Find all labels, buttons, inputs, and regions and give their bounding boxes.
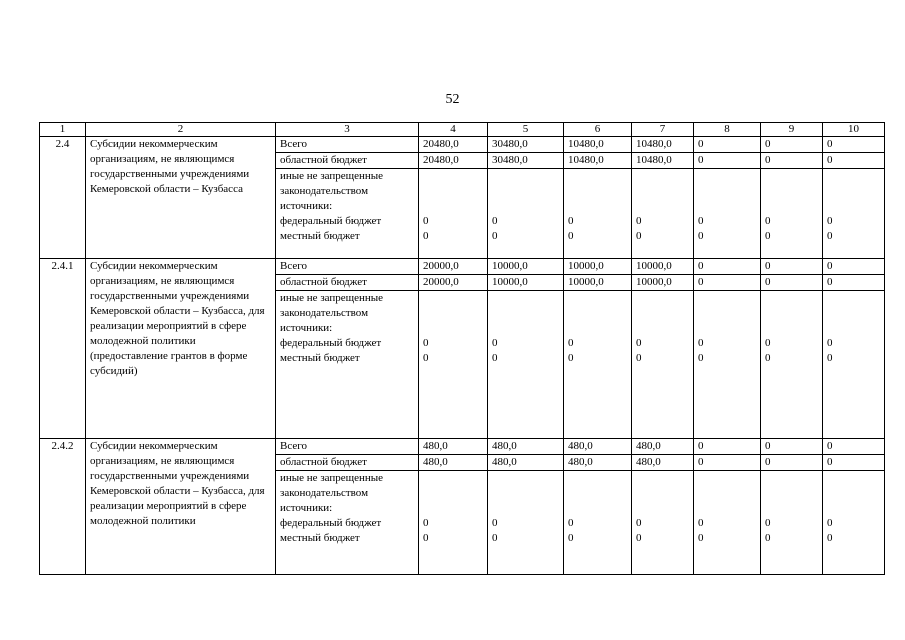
- federal-budget-value: 0: [423, 517, 429, 529]
- value-cell: [564, 169, 632, 259]
- source-label-cell: областной бюджет: [276, 455, 419, 471]
- column-header: 9: [761, 123, 823, 137]
- row-number-cell: 2.4.2: [40, 439, 86, 575]
- value-cell: 0: [694, 455, 761, 471]
- value-cell: 10000,0: [488, 259, 564, 275]
- federal-budget-value: 0: [423, 337, 429, 349]
- value-cell: 480,0: [632, 455, 694, 471]
- local-budget-value: 0: [492, 230, 498, 242]
- value-cell: [761, 169, 823, 259]
- value-cell: 0: [823, 439, 885, 455]
- source-label-cell: Всего: [276, 259, 419, 275]
- value-cell: 10000,0: [632, 259, 694, 275]
- value-cell: 0: [694, 275, 761, 291]
- value-cell: 480,0: [419, 455, 488, 471]
- measure-name-cell: Субсидии некоммерческим организациям, не являющимся государственными учреждениями Кемеровской области – Кузбасса, для реализации мероприятий в сфере молодежной политики (предоставление грантов в форме субсидий): [86, 259, 276, 439]
- value-cell: 10480,0: [564, 137, 632, 153]
- value-cell: 0: [761, 259, 823, 275]
- value-cell: 480,0: [564, 439, 632, 455]
- value-cell: [419, 291, 488, 439]
- other-sources-line: источники:: [280, 502, 333, 514]
- table-row: [40, 259, 885, 275]
- local-budget-value: 0: [765, 532, 771, 544]
- local-budget-value: 0: [698, 532, 704, 544]
- column-header: 6: [564, 123, 632, 137]
- local-budget-value: 0: [423, 230, 429, 242]
- value-cell: [694, 169, 761, 259]
- federal-budget-value: 0: [698, 337, 704, 349]
- local-budget-value: 0: [636, 352, 642, 364]
- value-cell: 0: [761, 275, 823, 291]
- value-cell: 10480,0: [564, 153, 632, 169]
- budget-table: [39, 122, 885, 575]
- federal-budget-label: федеральный бюджет: [280, 337, 382, 349]
- value-cell: 0: [761, 137, 823, 153]
- federal-budget-value: 0: [423, 215, 429, 227]
- local-budget-label: местный бюджет: [280, 352, 360, 364]
- value-cell: 0: [761, 455, 823, 471]
- value-cell: [823, 169, 885, 259]
- table-row: [40, 137, 885, 153]
- federal-budget-label: федеральный бюджет: [280, 215, 382, 227]
- value-cell: [694, 291, 761, 439]
- federal-budget-value: 0: [765, 337, 771, 349]
- value-cell: 10000,0: [564, 259, 632, 275]
- value-cell: 20480,0: [419, 153, 488, 169]
- value-cell: 10480,0: [632, 153, 694, 169]
- value-cell: 0: [823, 259, 885, 275]
- local-budget-value: 0: [568, 230, 574, 242]
- column-header: 8: [694, 123, 761, 137]
- local-budget-value: 0: [827, 230, 833, 242]
- local-budget-value: 0: [765, 352, 771, 364]
- local-budget-value: 0: [765, 230, 771, 242]
- value-cell: [823, 471, 885, 575]
- source-label-cell: областной бюджет: [276, 153, 419, 169]
- value-cell: [694, 471, 761, 575]
- local-budget-value: 0: [492, 352, 498, 364]
- header-row: [40, 123, 885, 137]
- column-header: 10: [823, 123, 885, 137]
- other-sources-line: законодательством: [280, 185, 369, 197]
- local-budget-value: 0: [423, 532, 429, 544]
- other-sources-line: законодательством: [280, 487, 369, 499]
- other-sources-line: иные не запрещенные: [280, 170, 384, 182]
- column-header: 1: [40, 123, 86, 137]
- value-cell: 0: [761, 153, 823, 169]
- value-cell: [632, 291, 694, 439]
- value-cell: 480,0: [632, 439, 694, 455]
- value-cell: 480,0: [488, 455, 564, 471]
- federal-budget-value: 0: [492, 337, 498, 349]
- federal-budget-value: 0: [492, 215, 498, 227]
- value-cell: 10000,0: [564, 275, 632, 291]
- value-cell: [823, 291, 885, 439]
- local-budget-value: 0: [827, 532, 833, 544]
- value-cell: 0: [761, 439, 823, 455]
- value-cell: 10480,0: [632, 137, 694, 153]
- measure-name-cell: Субсидии некоммерческим организациям, не являющимся государственными учреждениями Кемеровской области – Кузбасса: [86, 137, 276, 259]
- federal-budget-value: 0: [568, 337, 574, 349]
- column-header: 4: [419, 123, 488, 137]
- row-number-cell: 2.4.1: [40, 259, 86, 439]
- value-cell: 30480,0: [488, 137, 564, 153]
- federal-budget-value: 0: [765, 517, 771, 529]
- page-number: 52: [445, 92, 460, 107]
- value-cell: 480,0: [488, 439, 564, 455]
- local-budget-value: 0: [568, 352, 574, 364]
- local-budget-label: местный бюджет: [280, 532, 360, 544]
- other-sources-line: иные не запрещенные: [280, 292, 384, 304]
- local-budget-label: местный бюджет: [280, 230, 360, 242]
- value-cell: [761, 471, 823, 575]
- value-cell: 0: [823, 137, 885, 153]
- other-sources-line: источники:: [280, 200, 333, 212]
- value-cell: [761, 291, 823, 439]
- value-cell: 0: [694, 439, 761, 455]
- source-label-cell: Всего: [276, 137, 419, 153]
- other-sources-cell: [276, 291, 419, 439]
- local-budget-value: 0: [492, 532, 498, 544]
- value-cell: 480,0: [419, 439, 488, 455]
- value-cell: 0: [823, 455, 885, 471]
- federal-budget-value: 0: [827, 215, 833, 227]
- federal-budget-value: 0: [492, 517, 498, 529]
- value-cell: [488, 291, 564, 439]
- local-budget-value: 0: [636, 230, 642, 242]
- column-header: 3: [276, 123, 419, 137]
- source-label-cell: Всего: [276, 439, 419, 455]
- value-cell: [632, 169, 694, 259]
- column-header: 5: [488, 123, 564, 137]
- column-header: 2: [86, 123, 276, 137]
- other-sources-cell: [276, 471, 419, 575]
- federal-budget-label: федеральный бюджет: [280, 517, 382, 529]
- value-cell: 0: [694, 259, 761, 275]
- federal-budget-value: 0: [698, 517, 704, 529]
- value-cell: 20480,0: [419, 137, 488, 153]
- value-cell: 20000,0: [419, 275, 488, 291]
- other-sources-line: законодательством: [280, 307, 369, 319]
- table-row: [40, 439, 885, 455]
- value-cell: [564, 291, 632, 439]
- federal-budget-value: 0: [698, 215, 704, 227]
- measure-name-cell: Субсидии некоммерческим организациям, не являющимся государственными учреждениями Кемеровской области – Кузбасса, для реализации мероприятий в сфере молодежной политики: [86, 439, 276, 575]
- source-label-cell: областной бюджет: [276, 275, 419, 291]
- value-cell: 10000,0: [488, 275, 564, 291]
- federal-budget-value: 0: [568, 517, 574, 529]
- value-cell: [488, 169, 564, 259]
- value-cell: [419, 169, 488, 259]
- value-cell: [419, 471, 488, 575]
- other-sources-line: иные не запрещенные: [280, 472, 384, 484]
- federal-budget-value: 0: [568, 215, 574, 227]
- federal-budget-value: 0: [636, 337, 642, 349]
- value-cell: 30480,0: [488, 153, 564, 169]
- local-budget-value: 0: [698, 230, 704, 242]
- value-cell: [632, 471, 694, 575]
- value-cell: [564, 471, 632, 575]
- federal-budget-value: 0: [636, 215, 642, 227]
- local-budget-value: 0: [568, 532, 574, 544]
- federal-budget-value: 0: [827, 517, 833, 529]
- value-cell: 0: [694, 137, 761, 153]
- value-cell: 0: [694, 153, 761, 169]
- value-cell: 20000,0: [419, 259, 488, 275]
- value-cell: [488, 471, 564, 575]
- local-budget-value: 0: [636, 532, 642, 544]
- column-header: 7: [632, 123, 694, 137]
- value-cell: 10000,0: [632, 275, 694, 291]
- federal-budget-value: 0: [636, 517, 642, 529]
- local-budget-value: 0: [827, 352, 833, 364]
- value-cell: 0: [823, 275, 885, 291]
- row-number-cell: 2.4: [40, 137, 86, 259]
- other-sources-cell: [276, 169, 419, 259]
- federal-budget-value: 0: [827, 337, 833, 349]
- federal-budget-value: 0: [765, 215, 771, 227]
- local-budget-value: 0: [423, 352, 429, 364]
- local-budget-value: 0: [698, 352, 704, 364]
- value-cell: 0: [823, 153, 885, 169]
- other-sources-line: источники:: [280, 322, 333, 334]
- value-cell: 480,0: [564, 455, 632, 471]
